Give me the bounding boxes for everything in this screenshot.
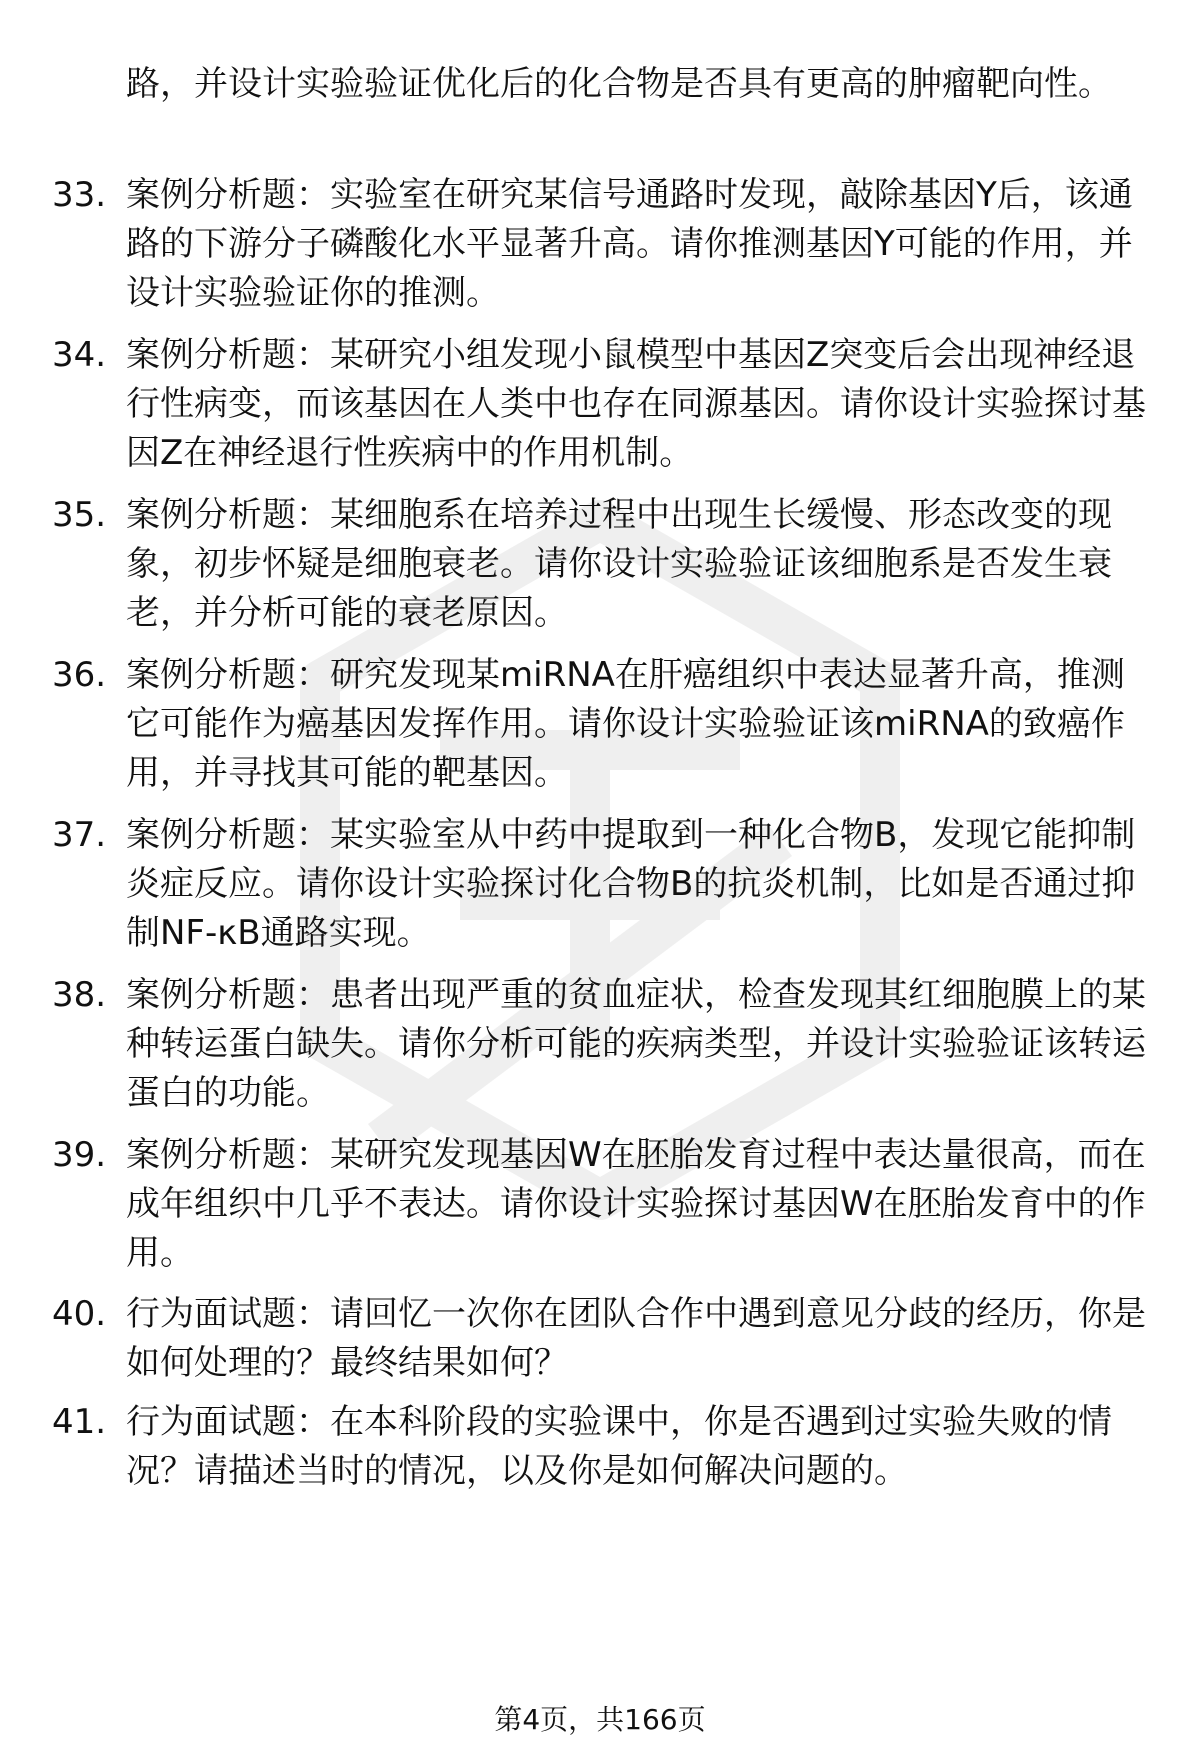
question-number: 40. <box>52 1294 107 1334</box>
question-text: 案例分析题：某研究发现基因W在胚胎发育过程中表达量很高，而在成年组织中几乎不表达。请你设计实验探讨基因W在胚胎发育中的作用。 <box>126 1135 1146 1273</box>
question-number: 36. <box>52 655 107 695</box>
question-number: 35. <box>52 495 107 535</box>
question-text: 案例分析题：研究发现某miRNA在肝癌组织中表达显著升高，推测它可能作为癌基因发挥作用。请你设计实验验证该miRNA的致癌作用，并寻找其可能的靶基因。 <box>126 655 1125 793</box>
question-text: 案例分析题：某实验室从中药中提取到一种化合物B，发现它能抑制炎症反应。请你设计实验探讨化合物B的抗炎机制，比如是否通过抑制NF-κB通路实现。 <box>126 815 1136 953</box>
question-number: 33. <box>52 175 107 215</box>
question-text: 案例分析题：实验室在研究某信号通路时发现，敲除基因Y后，该通路的下游分子磷酸化水平显著升高。请你推测基因Y可能的作用，并设计实验验证你的推测。 <box>126 175 1133 313</box>
question-text: 案例分析题：某细胞系在培养过程中出现生长缓慢、形态改变的现象，初步怀疑是细胞衰老。请你设计实验验证该细胞系是否发生衰老，并分析可能的衰老原因。 <box>126 495 1112 633</box>
question-number: 39. <box>52 1135 107 1175</box>
question-number: 34. <box>52 335 107 375</box>
page-footer: 第4页，共166页 <box>494 1703 706 1736</box>
question-text: 案例分析题：某研究小组发现小鼠模型中基因Z突变后会出现神经退行性病变，而该基因在人类中也存在同源基因。请你设计实验探讨基因Z在神经退行性疾病中的作用机制。 <box>126 335 1146 473</box>
question-text: 行为面试题：在本科阶段的实验课中，你是否遇到过实验失败的情况？请描述当时的情况，以及你是如何解决问题的。 <box>126 1402 1112 1491</box>
question-number: 41. <box>52 1402 107 1442</box>
question-text: 案例分析题：患者出现严重的贫血症状，检查发现其红细胞膜上的某种转运蛋白缺失。请你分析可能的疾病类型，并设计实验验证该转运蛋白的功能。 <box>126 975 1146 1113</box>
question-number: 38. <box>52 975 107 1015</box>
question-text: 行为面试题：请回忆一次你在团队合作中遇到意见分歧的经历，你是如何处理的？最终结果如何？ <box>126 1294 1146 1383</box>
question-number: 37. <box>52 815 107 855</box>
continuation-paragraph: 路，并设计实验验证优化后的化合物是否具有更高的肿瘤靶向性。 <box>126 64 1112 104</box>
